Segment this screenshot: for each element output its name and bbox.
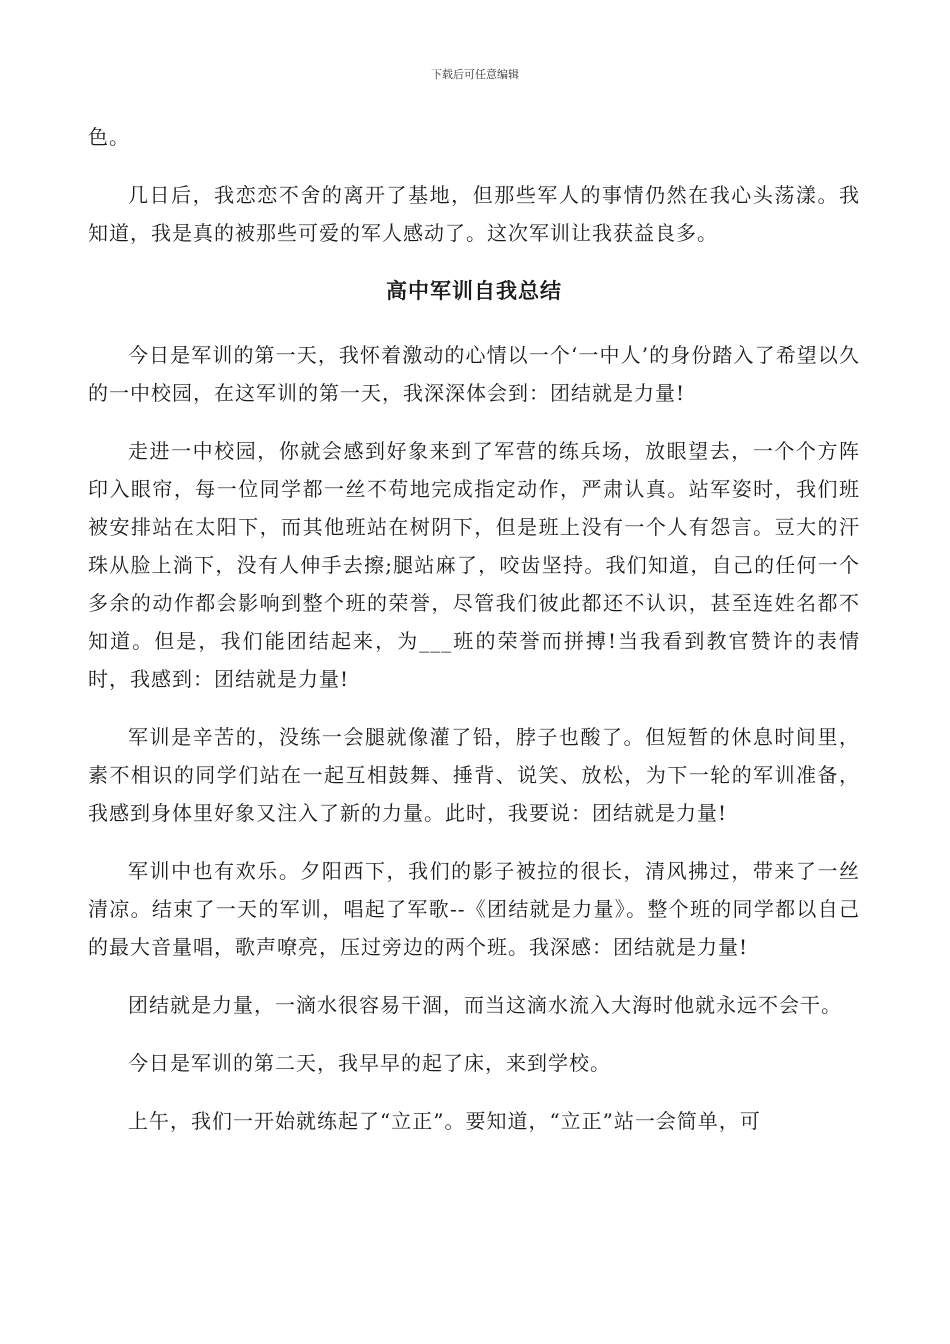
page-header: 下载后可任意编辑 <box>431 68 519 81</box>
paragraph: 今日是军训的第二天，我早早的起了床，来到学校。 <box>128 1051 611 1075</box>
paragraph: 走进一中校园，你就会感到好象来到了军营的练兵场，放眼望去，一个个方阵印入眼帘，每一位同学都一丝不苟地完成指定动作，严肃认真。站军姿时，我们班被安排站在太阳下，而其他班站在树阴下，但是班上没有一个人有怨言。豆大的汗珠从脸上淌下，没有人伸手去擦;腿站麻了，咬齿坚持。我们知道，自己的任何一个多余的动作都会影响到整个班的荣誉，尽管我们彼此都还不认识，甚至连姓名都不知道。但是，我们能团结起来，为___班的荣誉而拼搏!当我看到教官赞许的表情时，我感到：团结就是力量! <box>88 439 860 691</box>
paragraph: 今日是军训的第一天，我怀着激动的心情以一个‘一中人’的身份踏入了希望以久的一中校园，在这军训的第一天，我深深体会到：团结就是力量! <box>88 343 860 405</box>
section-title: 高中军训自我总结 <box>386 278 562 303</box>
paragraph: 色。 <box>88 125 130 149</box>
paragraph: 团结就是力量，一滴水很容易干涸，而当这滴水流入大海时他就永远不会干。 <box>128 993 842 1017</box>
paragraph: 几日后，我恋恋不舍的离开了基地，但那些军人的事情仍然在我心头荡漾。我知道，我是真的被那些可爱的军人感动了。这次军训让我获益良多。 <box>88 183 860 245</box>
paragraph: 军训是辛苦的，没练一会腿就像灌了铅，脖子也酸了。但短暂的休息时间里，素不相识的同学们站在一起互相鼓舞、捶背、说笑、放松，为下一轮的军训准备，我感到身体里好象又注入了新的力量。此时，我要说：团结就是力量! <box>88 725 860 825</box>
document-body <box>88 118 860 1160</box>
paragraph: 军训中也有欢乐。夕阳西下，我们的影子被拉的很长，清风拂过，带来了一丝清凉。结束了一天的军训，唱起了军歌--《团结就是力量》。整个班的同学都以自己的最大音量唱，歌声嘹亮，压过旁边的两个班。我深感：团结就是力量! <box>88 859 860 959</box>
paragraph: 上午，我们一开始就练起了“立正”。要知道，“立正”站一会简单，可 <box>128 1109 761 1133</box>
